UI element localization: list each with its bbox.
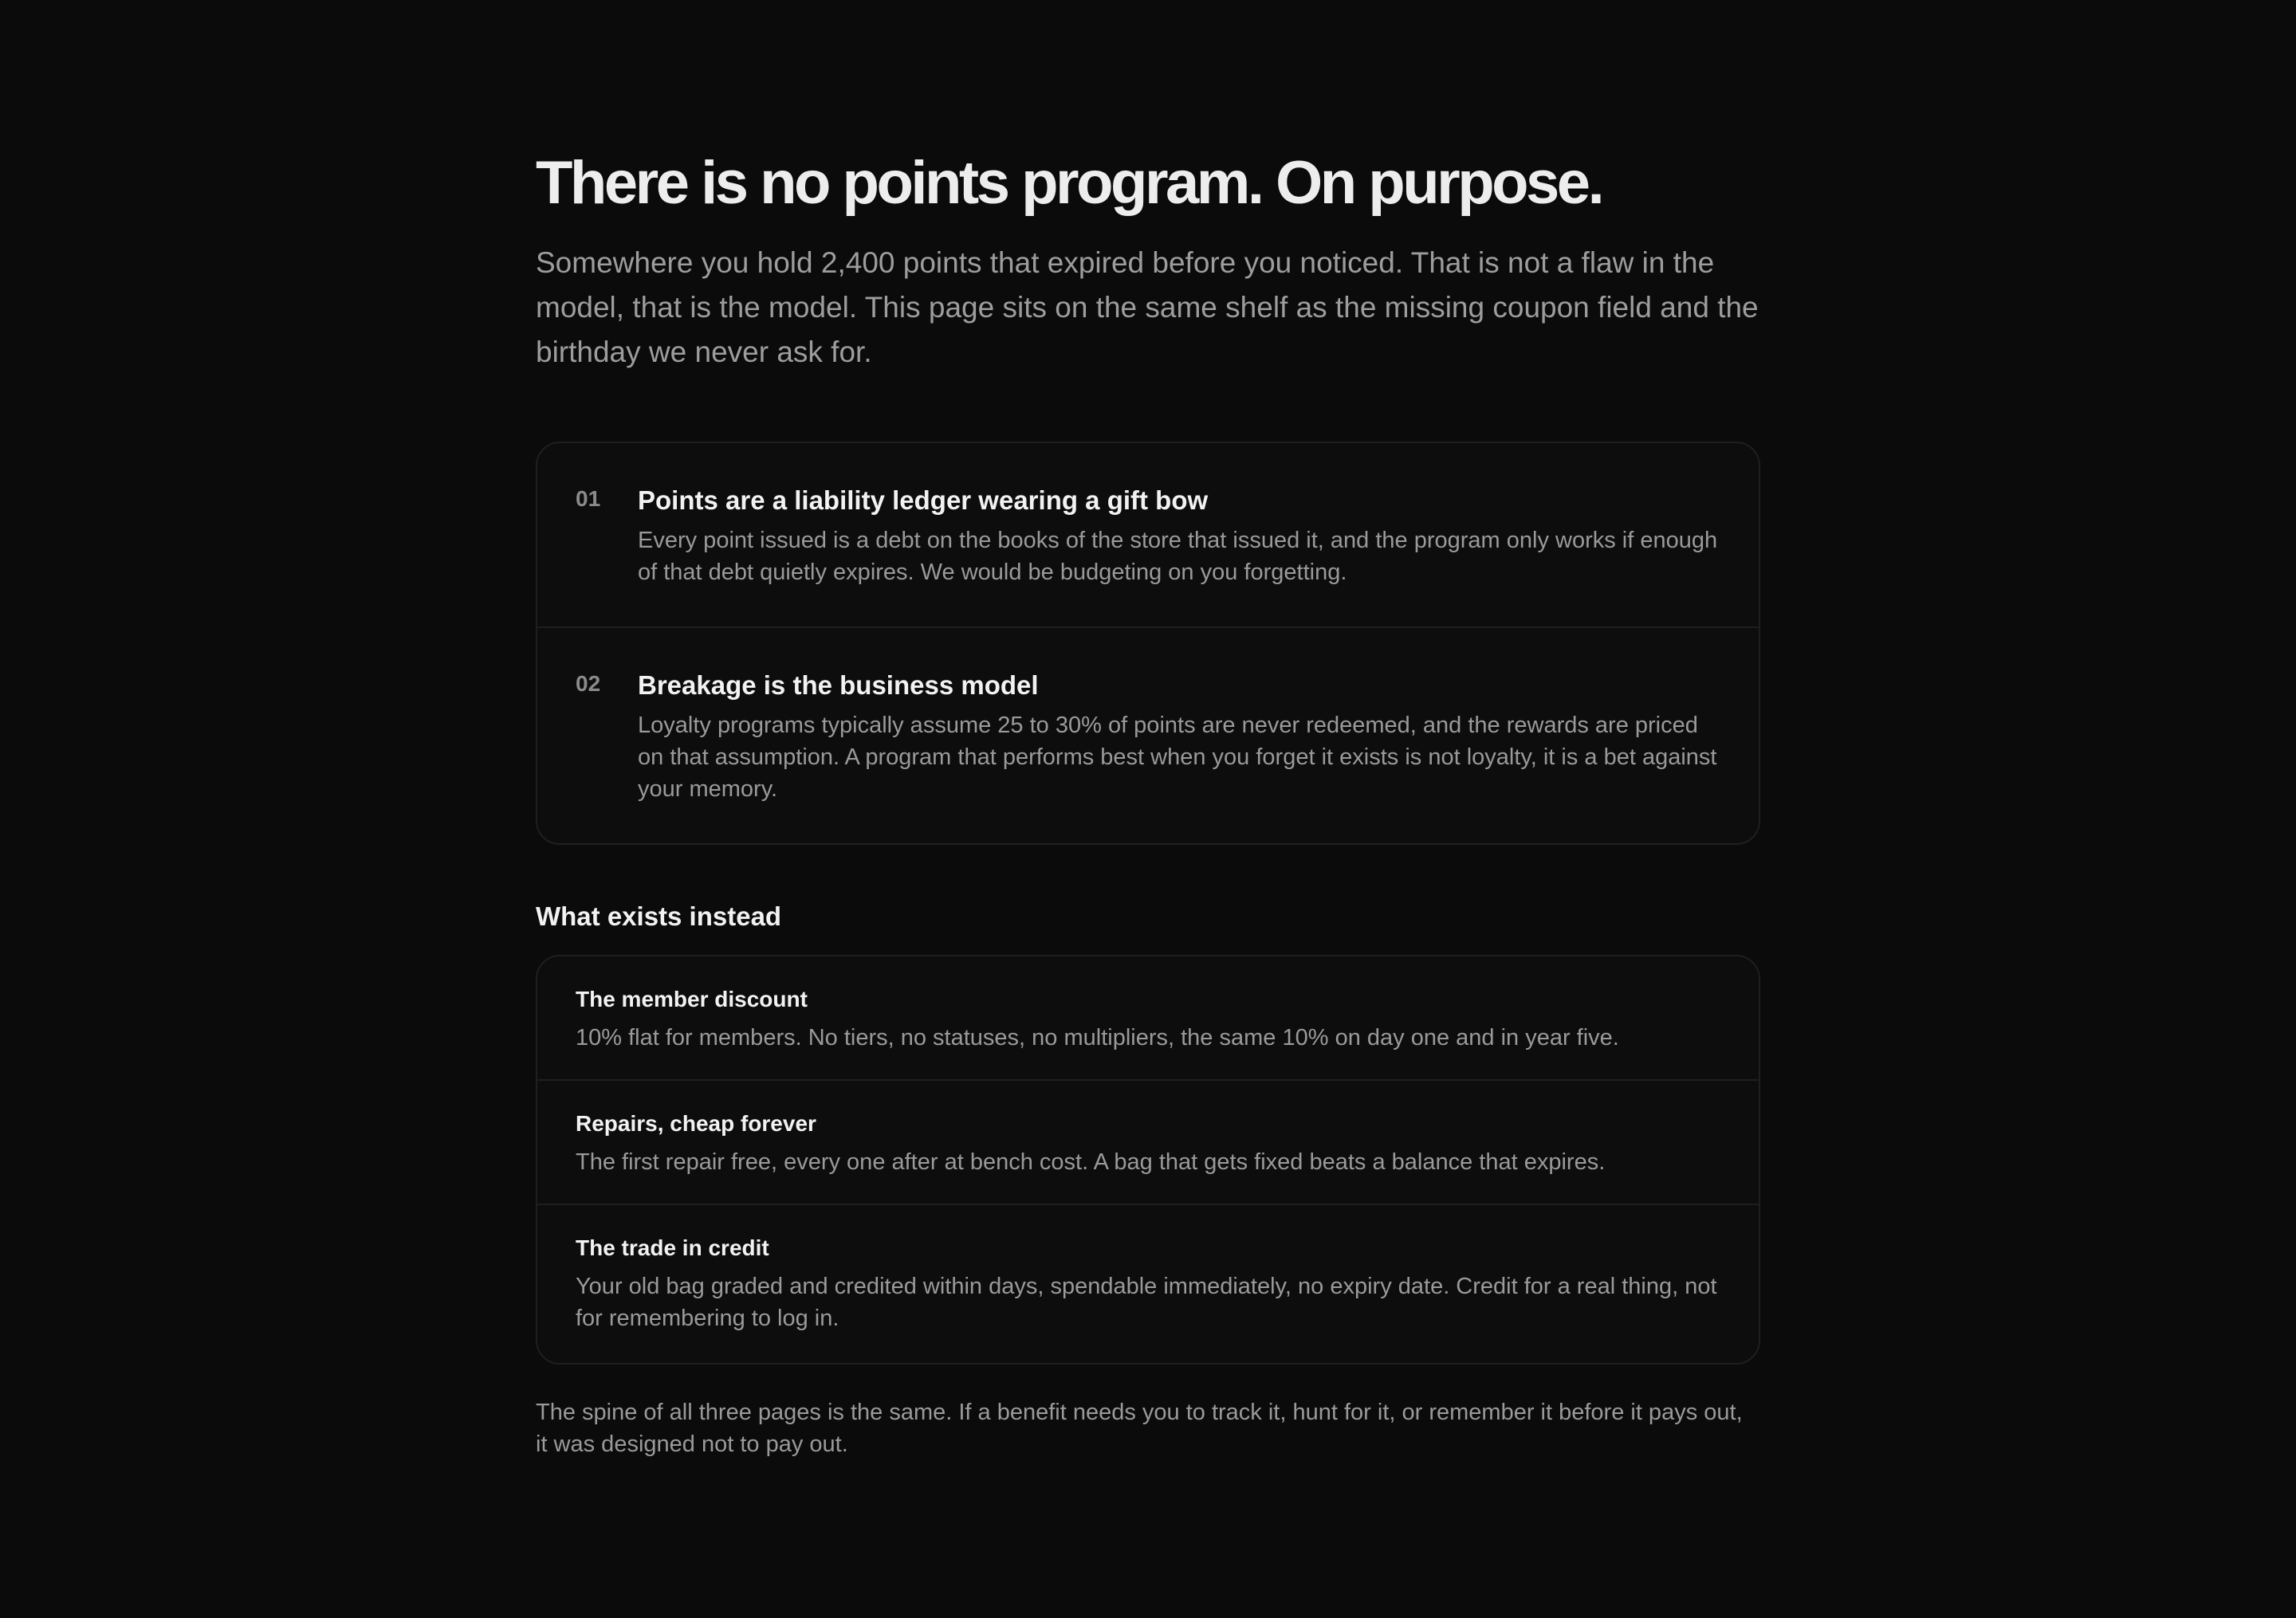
page-lead: Somewhere you hold 2,400 points that expired before you noticed. That is not a flaw in the model, that is the model. This page sits on the same shelf as the missing coupon field and the birthday we never ask for. [536,246,1759,368]
reason-text: Loyalty programs typically assume 25 to 30% of points are never redeemed, and the rewards are priced on that assumption. A program that performs best when you forget it exists is not loyalty, it is a bet against your memory. [638,713,1717,802]
closing-note: The spine of all three pages is the same. If a benefit needs you to track it, hunt for it, or remember it before it pays out, it was designed not to pay out. [536,1400,1743,1457]
alternatives-card [536,955,1760,1365]
reason-title: Breakage is the business model [638,670,1039,700]
benefit-item [537,1205,1759,1363]
reason-item [537,628,1759,843]
benefit-item [537,956,1759,1081]
benefit-text: 10% flat for members. No tiers, no statuses, no multipliers, the same 10% on day one and in year five. [576,1025,1619,1051]
reason-number: 01 [576,486,601,511]
benefit-title: The trade in credit [576,1235,769,1260]
benefit-text: Your old bag graded and credited within days, spendable immediately, no expiry date. Credit for a real thing, not for remembering to log in. [576,1274,1717,1331]
benefit-text: The first repair free, every one after at bench cost. A bag that gets fixed beats a balance that expires. [576,1149,1606,1175]
reasons-card [536,442,1760,845]
reason-title: Points are a liability ledger wearing a gift bow [638,485,1209,515]
reason-text: Every point issued is a debt on the books of the store that issued it, and the program only works if enough of that debt quietly expires. We would be budgeting on you forgetting. [638,528,1718,585]
page-title: There is no points program. On purpose. [536,149,1602,217]
benefit-item [537,1081,1759,1205]
reason-item [537,443,1759,628]
reason-body [638,668,1720,805]
reason-body [638,483,1720,588]
benefit-title: Repairs, cheap forever [576,1111,816,1136]
page-content [536,143,1760,1460]
reason-number: 02 [576,671,601,696]
alternatives-heading: What exists instead [536,901,782,931]
benefit-title: The member discount [576,987,808,1011]
